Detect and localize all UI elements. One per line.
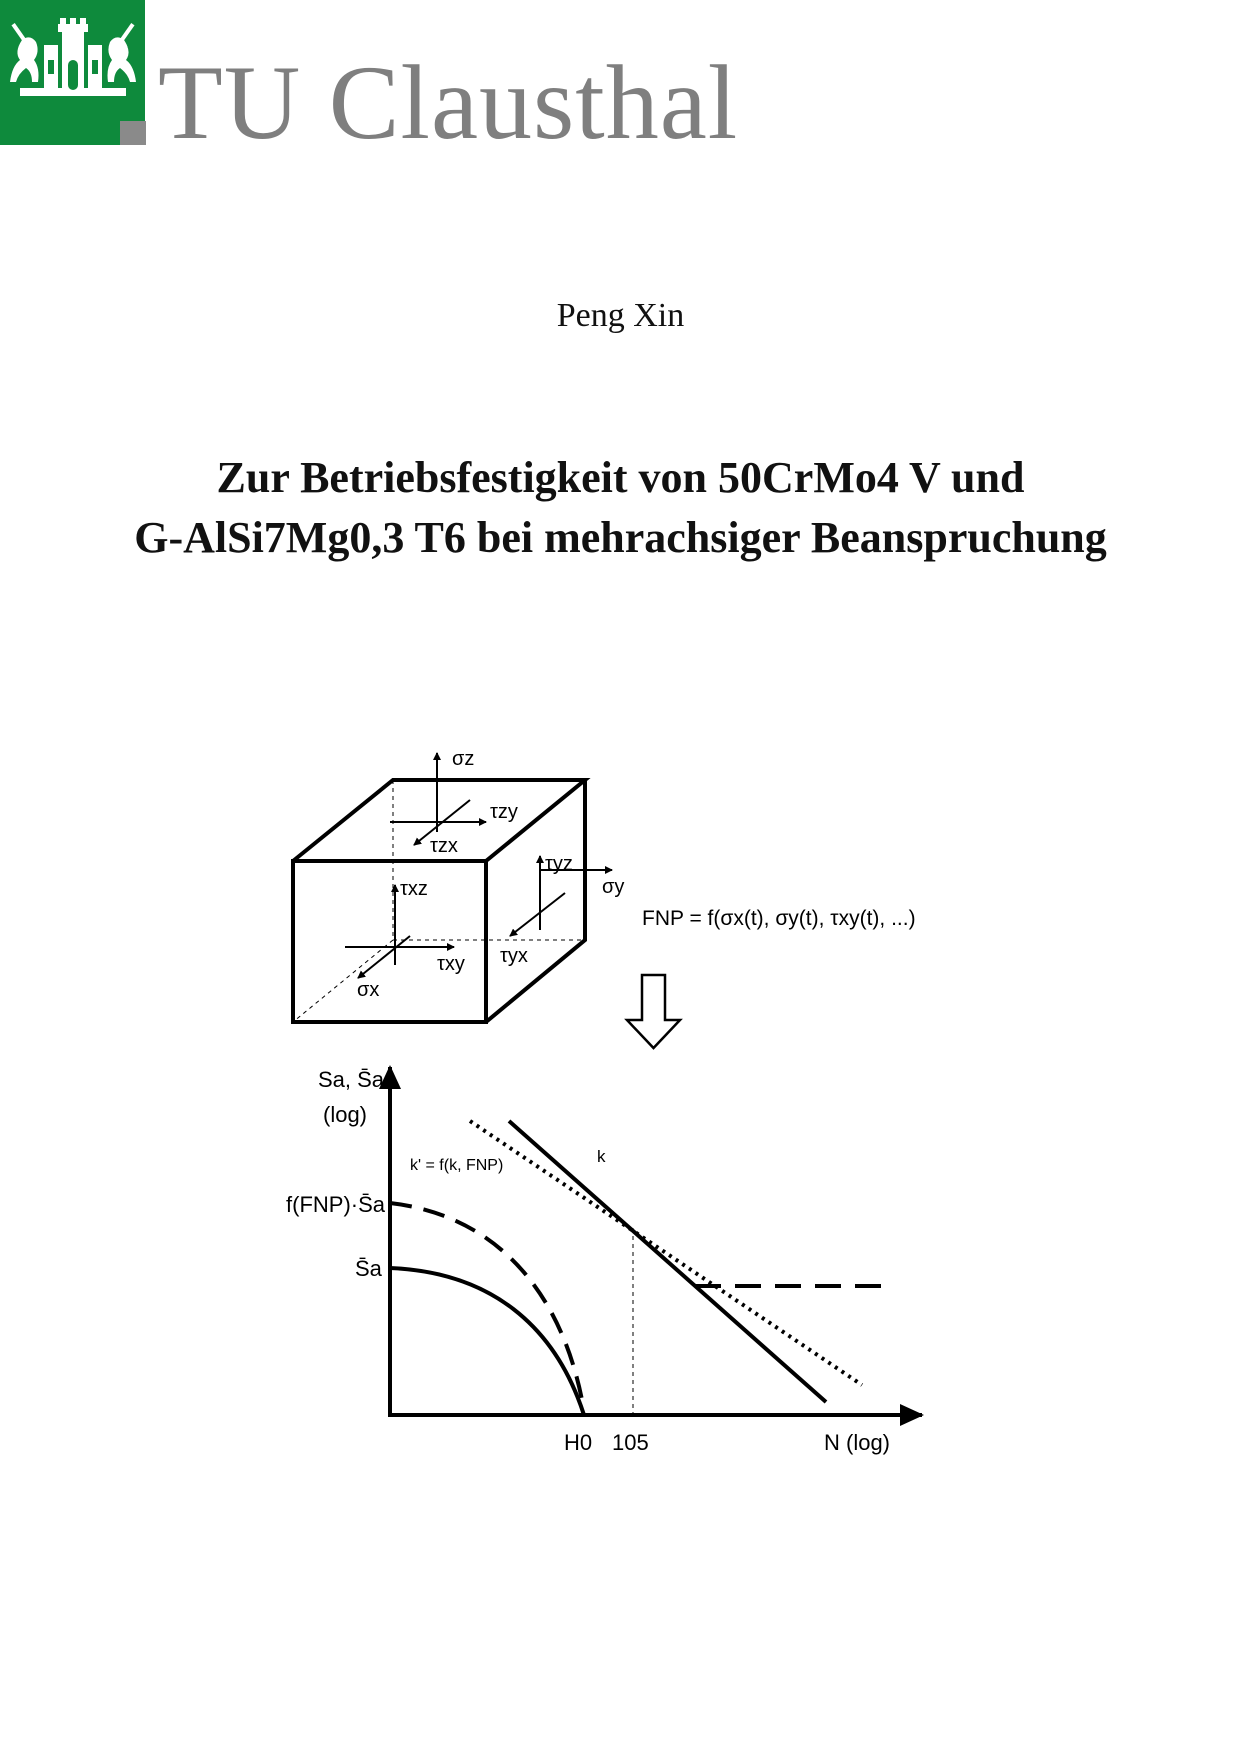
label-sigma-y: σy — [602, 876, 625, 898]
label-sigma-z: σz — [452, 748, 475, 770]
sn-diagram — [388, 1067, 922, 1415]
slope-k-prime-label: k' = f(k, FNP) — [410, 1157, 504, 1174]
title-line-1: Zur Betriebsfestigkeit von 50CrMo4 V und — [216, 453, 1025, 502]
label-tau-xy: τxy — [437, 953, 465, 975]
sn-curve-modified — [390, 1203, 582, 1400]
label-sigma-x: σx — [357, 979, 380, 1001]
x-tick-h0: H0 — [564, 1430, 593, 1455]
stress-cube — [293, 780, 585, 1022]
author-name: Peng Xin — [556, 297, 685, 334]
label-tau-xz: τxz — [400, 878, 428, 900]
x-axis-label: N (log) — [824, 1430, 891, 1455]
wohler-line-k-prime — [470, 1121, 862, 1385]
x-tick-10-5: 105 — [612, 1430, 649, 1455]
y-axis-label: Sa, S̄a — [318, 1067, 385, 1092]
tau-yx-arrow — [510, 893, 565, 936]
label-tau-zx: τzx — [430, 835, 458, 857]
label-tau-yx: τyx — [500, 945, 528, 967]
sn-curve-inner — [390, 1268, 584, 1415]
y-level-lower-label: S̄a — [355, 1256, 382, 1281]
title-line-2: G-AlSi7Mg0,3 T6 bei mehrachsiger Beanspruchung — [134, 513, 1107, 562]
wohler-line-k — [509, 1121, 826, 1402]
sigma-x-arrow — [358, 936, 410, 978]
slope-k-label: k — [597, 1147, 606, 1166]
university-name: TU Clausthal — [158, 44, 739, 161]
formula-fnp: FNP = f(σx(t), σy(t), τxy(t), ...) — [642, 907, 916, 930]
label-tau-yz: τyz — [545, 853, 573, 875]
label-tau-zy: τzy — [490, 801, 518, 823]
down-arrow-icon — [627, 975, 680, 1048]
y-level-upper-label: f(FNP)·S̄a — [286, 1192, 385, 1217]
y-axis-log-label: (log) — [323, 1102, 368, 1127]
